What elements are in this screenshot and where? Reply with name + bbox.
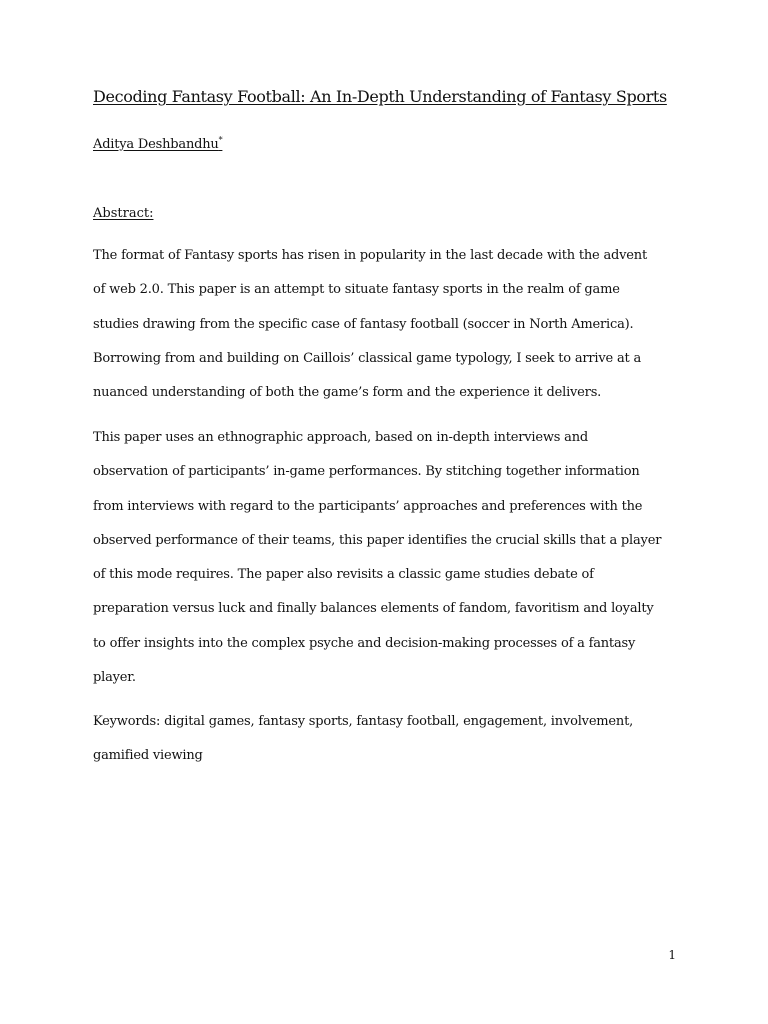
author-footnote-mark: * [218, 135, 223, 145]
author-name: Aditya Deshbandhu [93, 137, 219, 152]
page-number: 1 [668, 948, 676, 962]
text-line: studies drawing from the specific case of fantasy football (soccer in North America). [93, 316, 634, 332]
text-line: nuanced understanding of both the game’s form and the experience it delivers. [93, 385, 602, 401]
text-line: from interviews with regard to the participants’ approaches and preferences with the [93, 498, 643, 514]
abstract-paragraph-1 [93, 248, 683, 419]
text-line: The format of Fantasy sports has risen in popularity in the last decade with the advent [93, 248, 647, 263]
author-line [93, 137, 222, 152]
text-line: observed performance of their teams, this paper identifies the crucial skills that a player [93, 532, 662, 548]
text-line: preparation versus luck and finally balances elements of fandom, favoritism and loyalty [93, 601, 654, 617]
text-line: This paper uses an ethnographic approach, based on in-depth interviews and [93, 430, 589, 445]
text-line: observation of participants’ in-game performances. By stitching together information [93, 464, 640, 480]
abstract-heading: Abstract: [93, 206, 154, 221]
text-line: to offer insights into the complex psyche and decision-making processes of a fantasy [93, 635, 636, 651]
text-line: Borrowing from and building on Caillois’ classical game typology, I seek to arrive at a [93, 350, 641, 366]
text-line: gamified viewing [93, 748, 203, 764]
paper-title: Decoding Fantasy Football: An In-Depth Understanding of Fantasy Sports [93, 87, 667, 106]
text-line: of web 2.0. This paper is an attempt to situate fantasy sports in the realm of game [93, 282, 620, 298]
keywords-paragraph [93, 714, 683, 783]
text-line: Keywords: digital games, fantasy sports, fantasy football, engagement, involvement, [93, 714, 634, 729]
text-line: player. [93, 670, 136, 686]
abstract-paragraph-2 [93, 430, 683, 704]
text-line: of this mode requires. The paper also revisits a classic game studies debate of [93, 567, 594, 583]
